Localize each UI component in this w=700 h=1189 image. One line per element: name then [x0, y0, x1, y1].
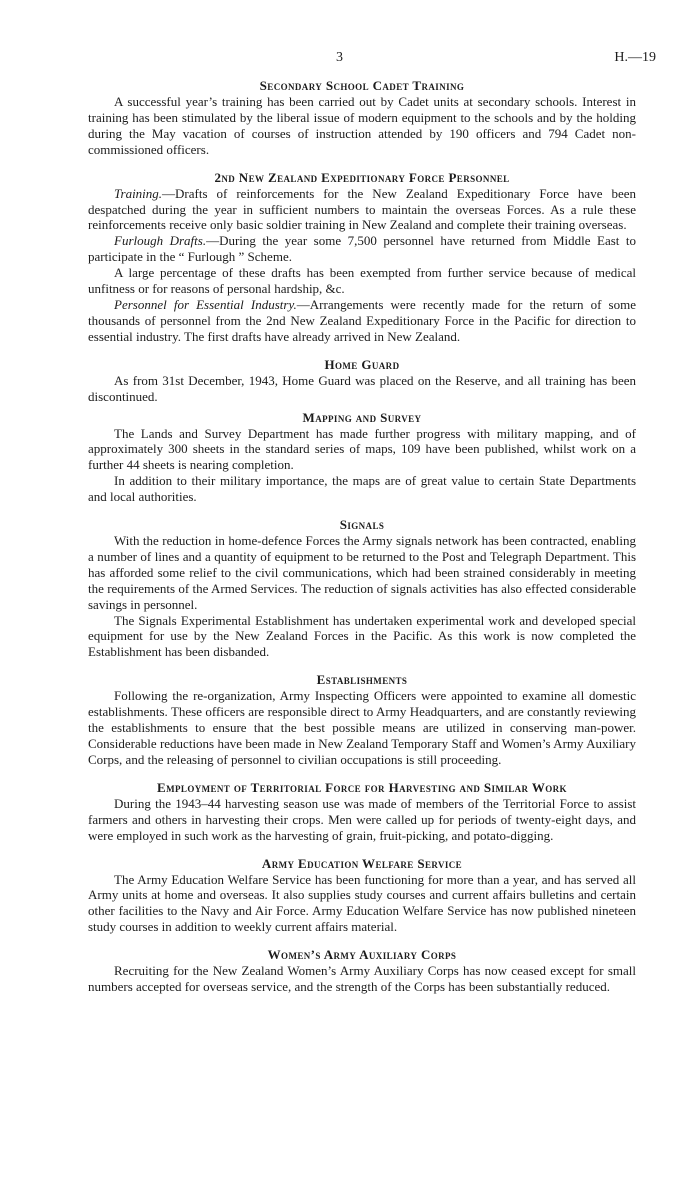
- section-territorial-force-harvesting: [88, 780, 636, 844]
- paragraph-text: —Arrangements were recently made for the return of some thousands of personnel from the 2nd New Zealand Expeditionary Force in the Pacific for direction to essential industry. The first drafts have already arrived in New Zealand.: [88, 296, 636, 344]
- paragraph: [88, 688, 636, 768]
- section-heading: Establishments: [316, 672, 408, 688]
- section-army-education-welfare-service: [88, 856, 636, 936]
- page-body: [88, 78, 636, 1007]
- section-heading: Employment of Territorial Force for Harvesting and Similar Work: [157, 779, 567, 795]
- section-heading: Army Education Welfare Service: [261, 855, 463, 871]
- paragraph: [88, 796, 636, 844]
- paragraph-text: During the 1943–44 harvesting season use was made of members of the Territorial Force to assist farmers and others in harvesting their crops. Men were called up for periods of twenty-eight days, and were employed in such work as the harvesting of grain, fruit-picking, and potato-digging.: [88, 795, 636, 843]
- section-heading: 2nd New Zealand Expeditionary Force Personnel: [214, 169, 510, 185]
- paragraph-text: With the reduction in home-defence Forces the Army signals network has been contracted, enabling a number of lines and a quantity of equipment to be returned to the Post and Telegraph Department. This has afforded some relief to the civil communications, which had been strained considerably in meeting the requirements of the Armed Services. The reduction of signals activities has also effected considerable savings in personnel.: [88, 533, 636, 612]
- paragraph-subtitle: Personnel for Essential Industry.: [114, 296, 297, 312]
- section-2nzef-personnel: [88, 170, 636, 345]
- paragraph: [88, 265, 636, 297]
- section-heading: Mapping and Survey: [302, 409, 422, 425]
- paragraph: [88, 373, 636, 405]
- section-heading: Women’s Army Auxiliary Corps: [267, 947, 457, 963]
- document-reference: H.—19: [614, 50, 656, 65]
- section-heading: Signals: [339, 517, 385, 533]
- paragraph-text: The Signals Experimental Establishment has undertaken experimental work and developed special equipment for use by the New Zealand Forces in the Pacific. As this work is now completed the Establishment has been disbanded.: [88, 612, 636, 660]
- paragraph-text: A successful year’s training has been carried out by Cadet units at secondary schools. Interest in training has been stimulated by the liberal issue of modern equipment to the schools and by the holding during the May vacation of courses of instruction attended by 190 officers and 794 Cadet non-commissioned officers.: [88, 94, 636, 157]
- paragraph: [88, 297, 636, 345]
- paragraph: [88, 963, 636, 995]
- paragraph: [88, 426, 636, 474]
- section-signals: [88, 517, 636, 660]
- page-header: [0, 50, 700, 68]
- paragraph-text: In addition to their military importance, the maps are of great value to certain State Departments and local authorities.: [88, 473, 636, 505]
- paragraph: [88, 473, 636, 505]
- paragraph-text: —Drafts of reinforcements for the New Zealand Expeditionary Force have been despatched during the year in sufficient numbers to maintain the overseas Forces. As a rule these reinforcements receive only basic soldier training in New Zealand and complete their training overseas.: [88, 185, 636, 233]
- paragraph-text: As from 31st December, 1943, Home Guard was placed on the Reserve, and all training has been discontinued.: [88, 372, 636, 404]
- section-home-guard: [88, 357, 636, 405]
- paragraph-text: A large percentage of these drafts has been exempted from further service because of medical unfitness or for reasons of personal hardship, &c.: [88, 265, 636, 297]
- paragraph-text: The Army Education Welfare Service has been functioning for more than a year, and has served all Army units at home and overseas. It also supplies study courses and current affairs bulletins and certain other facilities to the Navy and Air Force. Army Education Welfare Service has now published nineteen study courses in addition to weekly current affairs material.: [88, 871, 636, 935]
- paragraph-subtitle: Training.: [114, 185, 163, 201]
- page-number: 3: [336, 50, 343, 65]
- paragraph: [88, 233, 636, 265]
- section-mapping-and-survey: [88, 410, 636, 506]
- paragraph: [88, 872, 636, 936]
- section-heading: Home Guard: [324, 356, 400, 372]
- paragraph-text: —During the year some 7,500 personnel have returned from Middle East to participate in the “ Furlough ” Scheme.: [88, 233, 636, 265]
- paragraph: [88, 613, 636, 661]
- paragraph-subtitle: Furlough Drafts.: [114, 233, 207, 249]
- paragraph-text: The Lands and Survey Department has made further progress with military mapping, and of approximately 300 sheets in the standard series of maps, 109 have been published, whilst work on a further 44 sheets is nearing completion.: [88, 425, 636, 473]
- section-establishments: [88, 672, 636, 768]
- section-womens-army-auxiliary-corps: [88, 947, 636, 995]
- section-secondary-school-cadet-training: [88, 78, 636, 158]
- section-heading: Secondary School Cadet Training: [259, 78, 465, 93]
- paragraph-text: Recruiting for the New Zealand Women’s Army Auxiliary Corps has now ceased except for small numbers accepted for overseas service, and the strength of the Corps has been substantially reduced.: [88, 963, 636, 995]
- paragraph: [88, 186, 636, 234]
- paragraph: [88, 94, 636, 158]
- paragraph-text: Following the re-organization, Army Inspecting Officers were appointed to examine all domestic establishments. These officers are responsible direct to Army Headquarters, and are constantly reviewing the establishments to ensure that the best possible means are utilized in conserving man-power. Considerable reductions have been made in New Zealand Temporary Staff and Women’s Army Auxiliary Corps, and the releasing of personnel to civilian occupations is still proceeding.: [88, 688, 636, 767]
- paragraph: [88, 533, 636, 613]
